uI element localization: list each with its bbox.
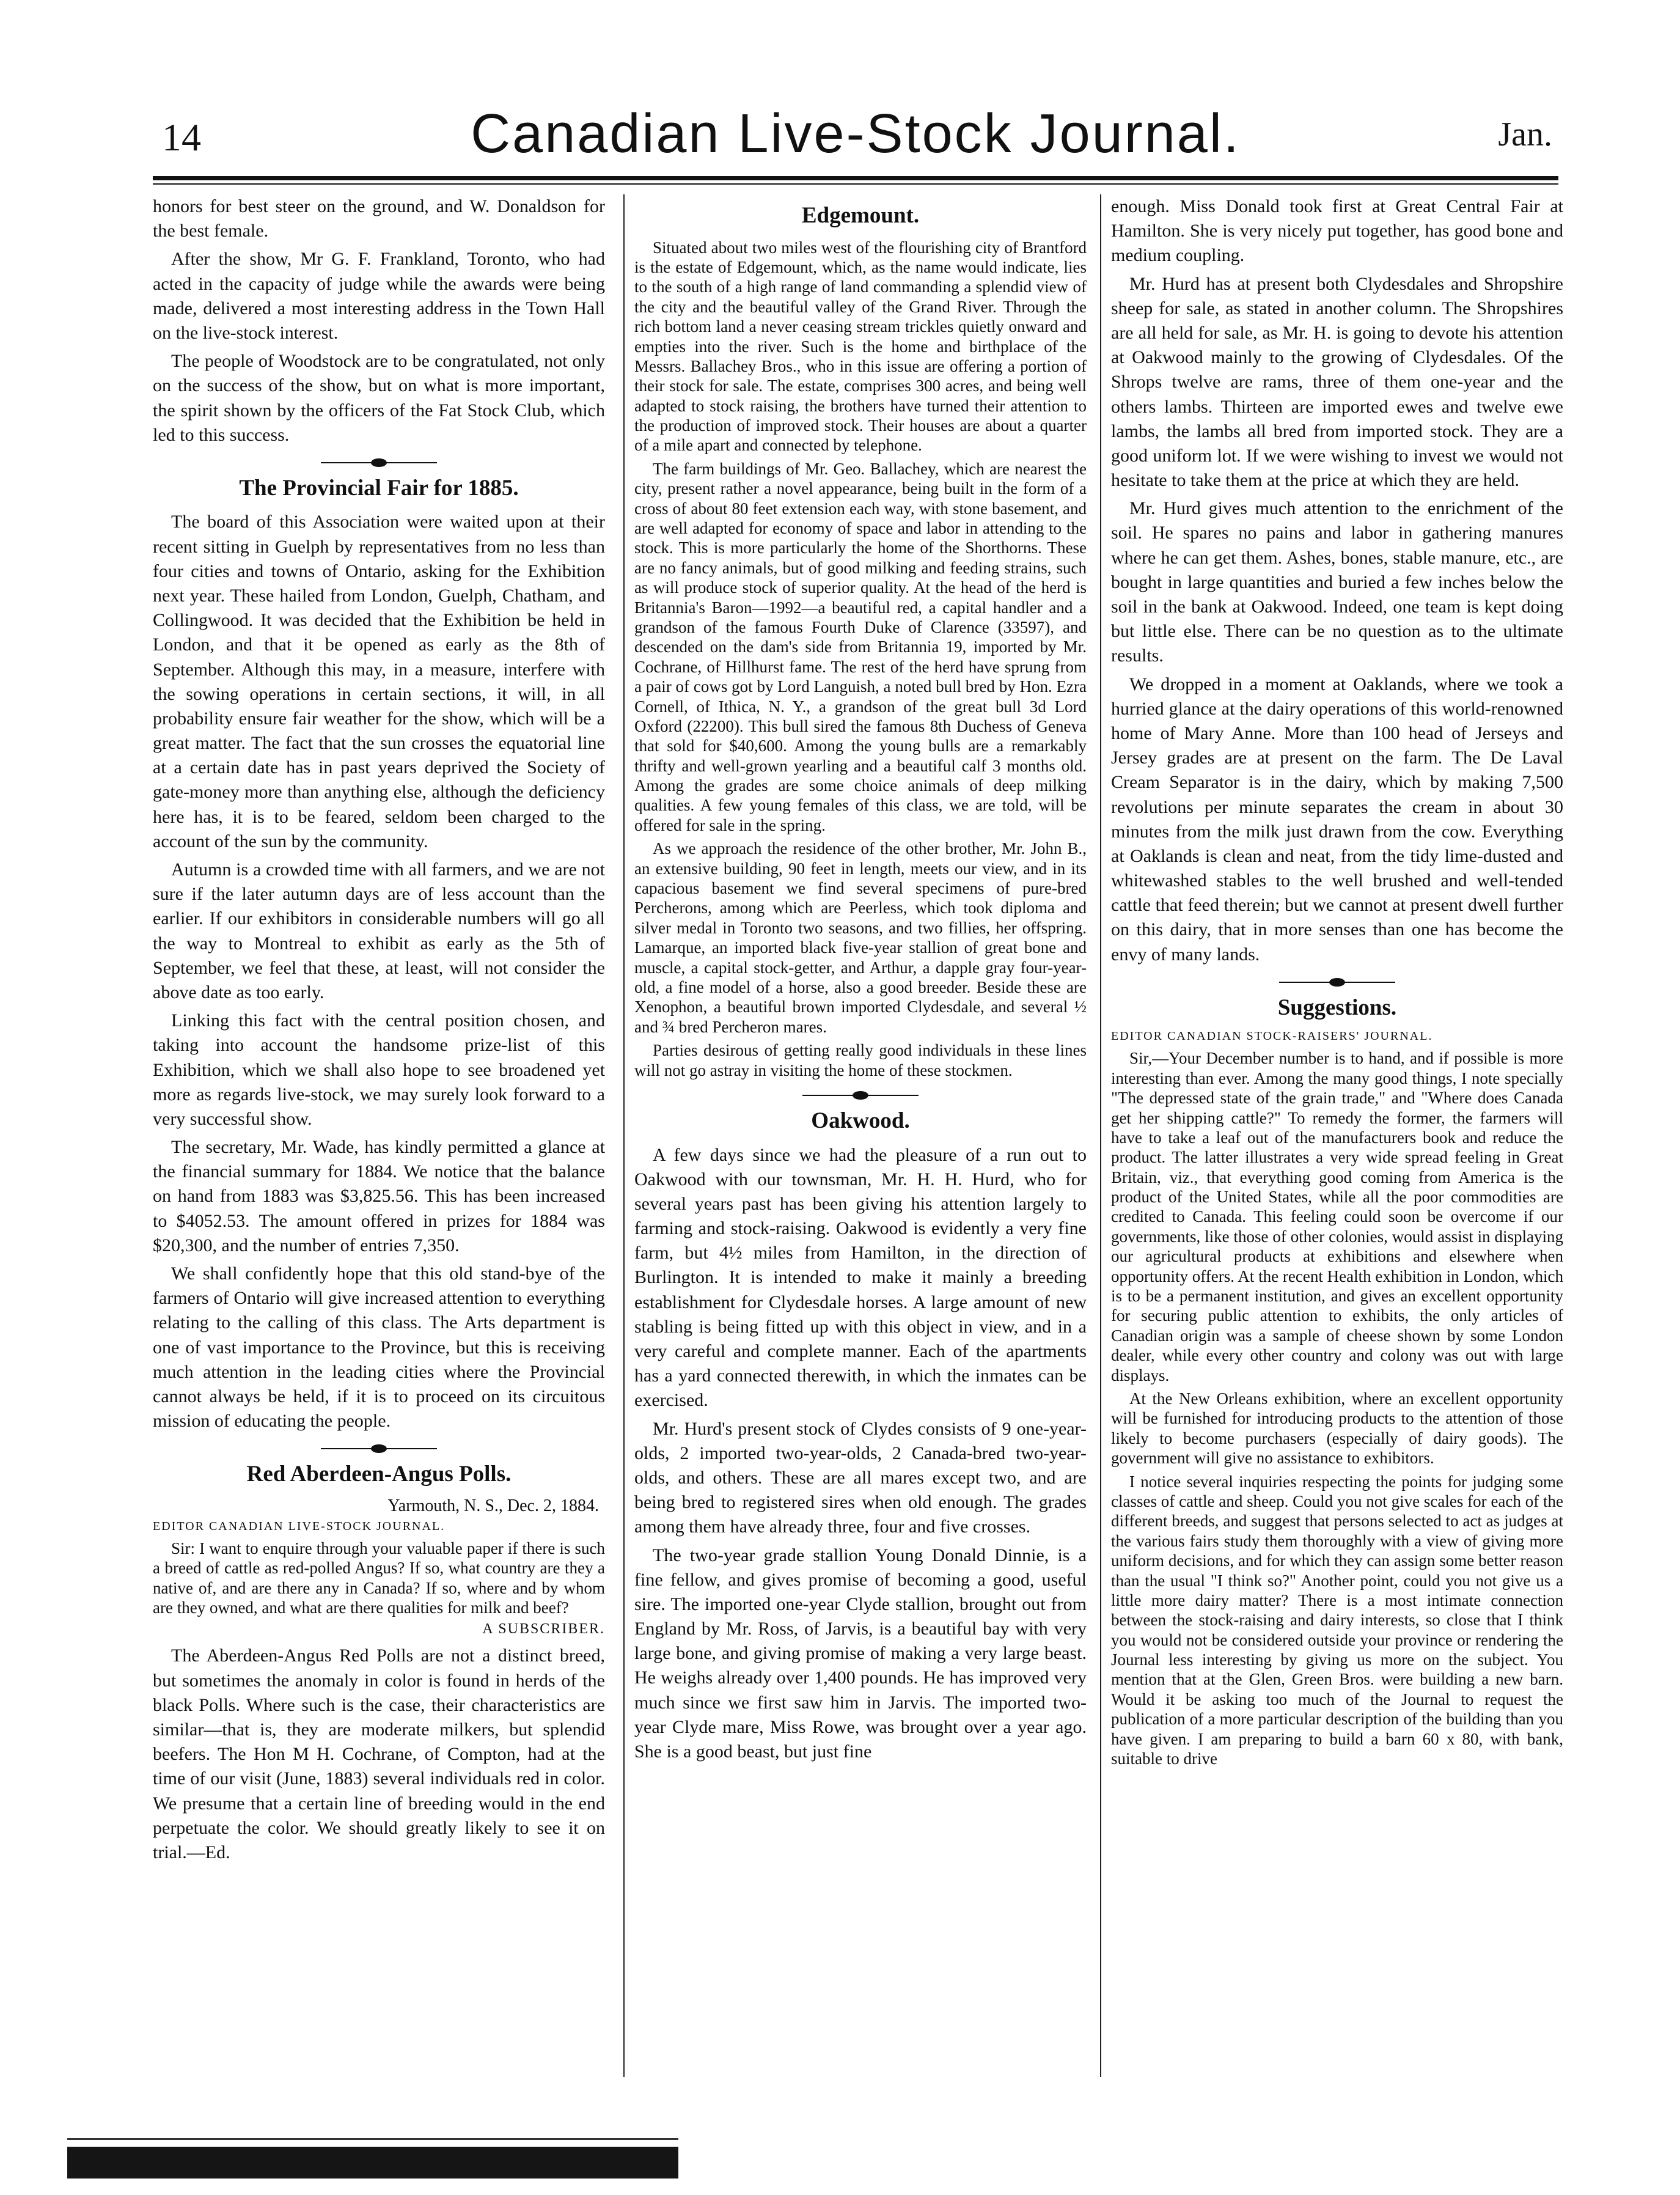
page-number: 14 <box>162 116 201 159</box>
section-separator <box>321 458 437 467</box>
letter-body: At the New Orleans exhibition, where an excellent opportunity will be furnished for introducing products to the attention of those likely to become purchasers (especially of dairy goods). The government will give no assistance to exhibitors. <box>1111 1389 1563 1468</box>
scan-edge-bar <box>67 2147 678 2178</box>
article-paragraph: Autumn is a crowded time with all farmers, and we are not sure if the later autumn days are of less account than the earlier. If our exhibitors in considerable numbers will go all the way to Montreal to exhibit as early as the 5th of September, we feel that these, at least, will not consider the above date as too early. <box>153 859 605 1002</box>
section-separator <box>1279 978 1395 987</box>
article-paragraph: enough. Miss Donald took first at Great Central Fair at Hamilton. She is very nicely put together, has good bone and medium coupling. <box>1111 196 1563 266</box>
article-paragraph: Mr. Hurd has at present both Clydesdales and Shropshire sheep for sale, as stated in another column. The Shropshires are all held for sale, as Mr. H. is going to devote his attention at Oakwood mainly to the growing of Clydesdales. Of the Shrops twelve are rams, three of them one-year and the others lambs. Thirteen are imported ewes and twelve ewe lambs, the lambs all bred from imported stock. They are a good uniform lot. If we were wishing to invest we would not hesitate to take them at the price at which they are held. <box>1111 273 1563 491</box>
article-paragraph: As we approach the residence of the other brother, Mr. John B., an extensive building, 90 feet in length, meets our view, and in its capacious basement we find several specimens of pure-bred Percherons, among which are Peerless, which took diploma and silver medal in Toronto two seasons, and two fillies, her offspring. Lamarque, an imported black five-year stallion of great bone and muscle, a capital stock-getter, and Arthur, a dapple gray four-year-old, a fine model of a horse, also a good breeder. Beside these are Xenophon, a beautiful brown imported Clydesdale, and several ½ and ¾ bred Percheron mares. <box>634 839 1087 1036</box>
article-paragraph: Parties desirous of getting really good individuals in these lines will not go astray in visiting the home of these stockmen. <box>634 1041 1087 1079</box>
article-paragraph: Situated about two miles west of the flourishing city of Brantford is the estate of Edgemount, which, as the name would indicate, lies to the south of a high range of land commanding a splendid view of the city and the beautiful valley of the Grand River. Through the rich bottom land a never ceasing stream trickles quietly onward and empties into the river. Such is the home and birthplace of the Messrs. Ballachey Bros., who in this issue are offering a portion of their stock for sale. The estate, comprises 300 acres, and being well adapted to stock raising, the brothers have turned their attention to the production of improved stock. Their houses are about a quarter of a mile apart and connected by telephone. <box>634 238 1087 455</box>
letter-dateline: Yarmouth, N. S., Dec. 2, 1884. <box>387 1496 599 1515</box>
section-separator <box>802 1091 919 1100</box>
column-2 <box>634 194 1087 2077</box>
header-rule-thin <box>153 183 1558 185</box>
article-paragraph: The farm buildings of Mr. Geo. Ballachey, which are nearest the city, present rather a novel appearance, being built in the form of a cross of about 80 feet extension each way, with stone basement, and are well adapted for economy of space and labor in attending to the stock. This is more particularly the home of the Shorthorns. These are no fancy animals, but of good milking and feeding strains, such as will produce stock of superior quality. At the head of the herd is Britannia's Baron—1992—a beautiful red, a capital handler and a grandson of the famous Fourth Duke of Clarence (33597), and descended on the dam's side from Britannia 19, imported by Mr. Cochrane, of Hillhurst fame. The rest of the herd have sprung from a pair of cows got by Lord Languish, a noted bull bred by Hon. Ezra Cornell, of Ithica, N. Y., a grandson of the great bull 3d Lord Oxford (22200). This bull sired the famous 8th Duchess of Geneva that sold for $40,600. Among the young bulls are a remarkably thrifty and well-grown yearling and a beautiful calf 3 months old. Among the grades are some choice animals of deep milking qualities. A few young females of this class, we are told, will be offered for sale in the spring. <box>634 459 1087 834</box>
issue-month: Jan. <box>1498 116 1552 153</box>
header-rule-thick <box>153 176 1558 180</box>
article-paragraph: The people of Woodstock are to be congratulated, not only on the success of the show, but on what is more important, the spirit shown by the officers of the Fat Stock Club, which led to this success. <box>153 351 605 445</box>
masthead <box>153 103 1558 170</box>
scan-edge-line <box>67 2138 678 2140</box>
letter-signature: A SUBSCRIBER. <box>482 1621 605 1638</box>
article-paragraph: We dropped in a moment at Oaklands, where we took a hurried glance at the dairy operations of this world-renowned home of Mary Anne. More than 100 head of Jerseys and Jersey grades are at present on the farm. The De Laval Cream Separator is in the dairy, which by making 7,500 revolutions per minute separates the cream in about 30 minutes from the milk just drawn from the cow. Everything at Oaklands is clean and neat, from the tidy lime-dusted and whitewashed stables to the well brushed and well-tended cattle that feed therein; but we cannot at present dwell further on this dairy, that in more senses than one has become the envy of many lands. <box>1111 674 1563 965</box>
article-paragraph: The two-year grade stallion Young Donald Dinnie, is a fine fellow, and gives promise of becoming a good, useful sire. The imported one-year Clyde stallion, brought out from England by Mr. Ross, of Jarvis, is a beautiful bay with very large bone, and giving promise of making a very large beast. He weighs already over 1,400 pounds. He has improved very much since we first saw him in Jarvis. The imported two-year Clyde mare, Miss Rowe, was brought over a year ago. She is a good beast, but just fine <box>634 1545 1087 1762</box>
headline-edgemount: Edgemount. <box>801 203 920 228</box>
article-paragraph: We shall confidently hope that this old stand-bye of the farmers of Ontario will give increased attention to everything relating to the calling of this class. The Arts department is one of vast importance to the Province, but this is receiving much attention in the leading cities where the Provincial cannot always be held, if it is to proceed on its circuitous mission of educating the people. <box>153 1263 605 1432</box>
letter-salutation-editor: EDITOR CANADIAN STOCK-RAISERS' JOURNAL. <box>1111 1029 1433 1043</box>
article-paragraph: A few days since we had the pleasure of a run out to Oakwood with our townsman, Mr. H. H. Hurd, who for several years past has been giving his attention largely to farming and stock-raising. Oakwood is evidently a very fine farm, but 4½ miles from Hamilton, in the direction of Burlington. It is intended to make it mainly a breeding establishment for Clydesdale horses. A large amount of new stabling is being fitted up with this object in view, and in a very careful and complete manner. Each of the apartments has a yard connected therewith, in which the inmates can be exercised. <box>634 1144 1087 1411</box>
letter-body: Sir,—Your December number is to hand, and if possible is more interesting than ever. Among the many good things, I note specially "The depressed state of the grain trade," and "Where does Canada get her shipping cattle?" To remedy the former, the farmers will have to take a leaf out of the manufacturers book and reduce the product. The latter illustrates a very wide spread feeling in Great Britain, viz., that everything good coming from America is the product of the United States, while all the poor commodities are credited to Canada. This feeling could soon be overcome if our governments, like those of other colonies, would assist in displaying our agricultural products at exhibitions and elsewhere when opportunity offers. At the recent Health exhibition in London, which is to be a permanent institution, and gives an excellent opportunity for securing public attention to exhibits, the only articles of Canadian origin was a sample of cheese shown by some London dealer, while every other country and colony was out with large displays. <box>1111 1049 1563 1384</box>
headline-oakwood: Oakwood. <box>811 1108 910 1133</box>
letter-body: I notice several inquiries respecting the points for judging some classes of cattle and sheep. Could you not give scales for each of the different breeds, and suggest that persons selected to act as judges at the various fairs study them thoroughly with a view of giving more uniform decisions, and for which they can assign some better reason than the usual "I think so?" Another point, could you not give us a little more dairy matter? There is a most intimate connection between the stock-raising and dairy interests, so close that I think you would not be considered outside your province or rendering the Journal less interesting by giving us more on the subject. You mention that at the Glen, Green Bros. were building a new barn. Would it be asking too much of the Journal to request the publication of a more particular description of the building than you have given. I am preparing to build a barn 60 x 80, with bank, suitable to drive <box>1111 1472 1563 1768</box>
column-3 <box>1111 194 1563 2077</box>
column-divider-2 <box>1100 194 1101 2077</box>
section-separator <box>321 1444 437 1453</box>
headline-red-polls: Red Aberdeen-Angus Polls. <box>246 1461 512 1487</box>
article-paragraph: honors for best steer on the ground, and W. Donaldson for the best female. <box>153 196 605 241</box>
letter-body: Sir: I want to enquire through your valuable paper if there is such a breed of cattle as red-polled Angus? If so, what country are they a native of, and are there any in Canada? If so, where and by whom are they owned, and what are there qualities for milk and beef? <box>153 1539 605 1617</box>
article-paragraph: The secretary, Mr. Wade, has kindly permitted a glance at the financial summary for 1884. We notice that the balance on hand from 1883 was $3,825.56. This has been increased to $4052.53. The amount offered in prizes for 1884 was $20,300, and the number of entries 7,350. <box>153 1137 605 1256</box>
headline-provincial-fair: The Provincial Fair for 1885. <box>239 475 519 501</box>
column-1 <box>153 194 605 2077</box>
editor-reply: The Aberdeen-Angus Red Polls are not a distinct breed, but sometimes the anomaly in color is found in herds of the black Polls. Where such is the case, their characteristics are similar—that is, they are moderate milkers, but splendid beefers. The Hon M H. Cochrane, of Compton, had at the time of our visit (June, 1883) several individuals red in color. We presume that a certain line of breeding would in the end perpetuate the color. We should greatly likely to see it on trial.—Ed. <box>153 1645 605 1862</box>
article-paragraph: The board of this Association were waited upon at their recent sitting in Guelph by representatives from no less than four cities and towns of Ontario, asking for the Exhibition next year. These hailed from London, Guelph, Chatham, and Collingwood. It was decided that the Exhibition be held in London, and that it be opened as early as the 8th of September. Although this may, in a measure, interfere with the sowing operations in certain sections, it will, in all probability ensure fair weather for the show, which will be a great matter. The fact that the sun crosses the equatorial line at a certain date has in past years deprived the Society of gate-money more than anything else, although the deficiency here has, it is to be feared, seldom been charged to the account of the sun by the community. <box>153 512 605 851</box>
journal-title: Canadian Live-Stock Journal. <box>471 103 1241 164</box>
letter-salutation-editor: EDITOR CANADIAN LIVE-STOCK JOURNAL. <box>153 1519 446 1533</box>
article-paragraph: Mr. Hurd's present stock of Clydes consists of 9 one-year-olds, 2 imported two-year-olds, 2 Canada-bred two-year-olds, and others. These are all mares except two, and are being bred to registered sires when old enough. The grades among them have already three, four and five crosses. <box>634 1418 1087 1537</box>
article-paragraph: After the show, Mr G. F. Frankland, Toronto, who had acted in the capacity of judge while the awards were being made, delivered a most interesting address in the Town Hall on the live-stock interest. <box>153 249 605 343</box>
headline-suggestions: Suggestions. <box>1277 995 1397 1020</box>
column-divider-1 <box>623 194 625 2077</box>
article-paragraph: Mr. Hurd gives much attention to the enrichment of the soil. He spares no pains and labor in gathering manures where he can get them. Ashes, bones, stable manure, etc., are bought in large quantities and buried a few inches below the soil in the bank at Oakwood. Indeed, one team is kept doing but little else. There can be no question as to the ultimate results. <box>1111 498 1563 666</box>
article-paragraph: Linking this fact with the central position chosen, and taking into account the handsome prize-list of this Exhibition, which we shall also hope to see broadened yet more as regards live-stock, we may surely look forward to a very successful show. <box>153 1010 605 1129</box>
